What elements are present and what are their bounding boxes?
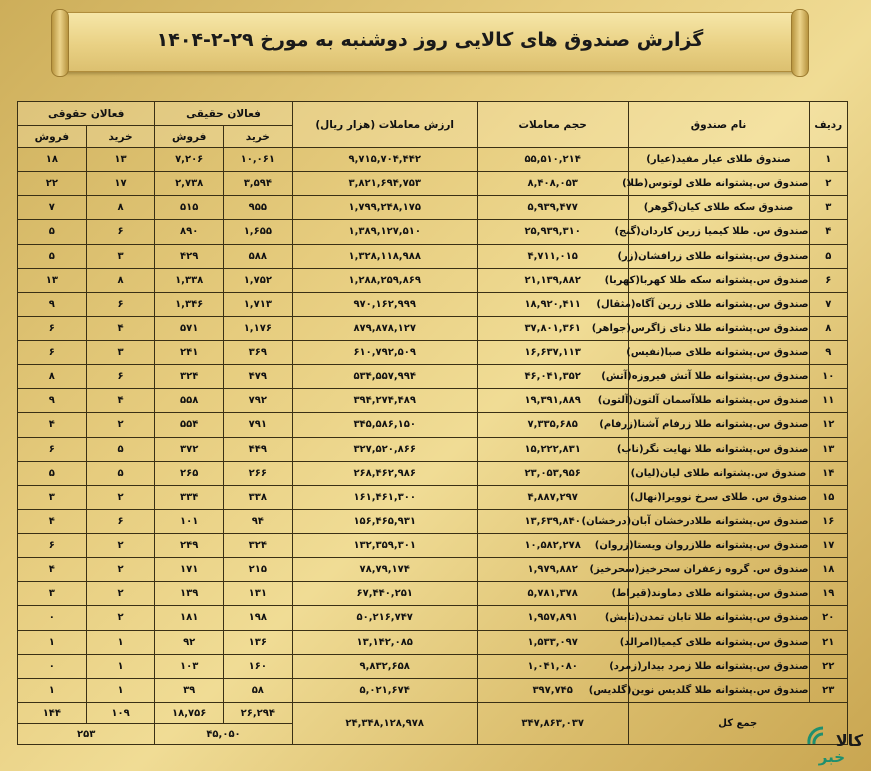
real-sell: ۵۷۱ [155,316,224,340]
real-buy: ۳,۵۹۴ [224,172,293,196]
real-buy: ۳۲۴ [224,534,293,558]
title-banner [62,12,798,72]
trade-volume: ۱,۹۷۹,۸۸۲ [477,558,628,582]
legal-buy: ۲ [86,485,155,509]
table-row [18,389,848,413]
legal-sell: ۳ [18,485,87,509]
trade-volume: ۲۳,۰۵۳,۹۵۶ [477,461,628,485]
row-number: ۱۶ [809,509,847,533]
legal-sell: ۶ [18,316,87,340]
real-buy: ۱۳۱ [224,582,293,606]
real-sell: ۱۳۹ [155,582,224,606]
table-row [18,292,848,316]
row-number: ۱۱ [809,389,847,413]
total-value: ۲۴,۳۴۸,۱۲۸,۹۷۸ [292,703,477,745]
legal-buy: ۶ [86,365,155,389]
row-number: ۱۸ [809,558,847,582]
real-sell: ۹۲ [155,630,224,654]
trade-volume: ۳۷,۸۰۱,۳۶۱ [477,316,628,340]
fund-name: صندوق س.پشتوانه طلا گلدیس نوین(گلدیس) [628,678,809,702]
real-buy: ۱۶۰ [224,654,293,678]
legal-sell: ۵ [18,244,87,268]
row-number: ۱۵ [809,485,847,509]
real-sell: ۵۵۸ [155,389,224,413]
fund-name: صندوق س.پشتوانه سکه طلا کهربا(کهربا) [628,268,809,292]
legal-buy: ۱ [86,654,155,678]
trade-value: ۳۲۷,۵۲۰,۸۶۶ [292,437,477,461]
real-sell: ۱۰۱ [155,509,224,533]
table-row [18,196,848,220]
trade-value: ۷۸,۷۹,۱۷۴ [292,558,477,582]
trade-volume: ۱۳,۶۳۹,۸۴۰ [477,509,628,533]
fund-name: صندوق س.پشتوانه طلای کیمیا(امرالد) [628,630,809,654]
row-number: ۱۹ [809,582,847,606]
legal-buy: ۴ [86,389,155,413]
table-row [18,461,848,485]
legal-buy: ۸ [86,196,155,220]
logo-text-top: کالا [835,731,863,750]
row-number: ۲۰ [809,606,847,630]
real-sell: ۸۹۰ [155,220,224,244]
real-sell: ۳۲۴ [155,365,224,389]
legal-sell: ۱ [18,678,87,702]
real-sell: ۷,۲۰۶ [155,148,224,172]
header-real-traders: فعالان حقیقی [155,102,292,126]
real-buy: ۷۹۲ [224,389,293,413]
table-row [18,437,848,461]
real-buy: ۵۸ [224,678,293,702]
real-sell: ۱,۳۴۶ [155,292,224,316]
legal-buy: ۸ [86,268,155,292]
trade-value: ۱,۳۸۹,۱۲۷,۵۱۰ [292,220,477,244]
trade-value: ۱,۲۸۸,۲۵۹,۸۶۹ [292,268,477,292]
trade-volume: ۱۶,۶۳۷,۱۱۳ [477,341,628,365]
trade-value: ۵۳۴,۵۵۷,۹۹۴ [292,365,477,389]
legal-buy: ۳ [86,244,155,268]
trade-volume: ۱۹,۳۹۱,۸۸۹ [477,389,628,413]
fund-name: صندوق س.پشتوانه طلای صبا(نفیس) [628,341,809,365]
legal-buy: ۶ [86,509,155,533]
real-buy: ۱,۷۱۳ [224,292,293,316]
row-number: ۴ [809,220,847,244]
trade-volume: ۱,۹۵۷,۸۹۱ [477,606,628,630]
fund-name: صندوق س.پشتوانه طلا تابان تمدن(تابش) [628,606,809,630]
real-sell: ۵۵۴ [155,413,224,437]
legal-buy: ۲ [86,534,155,558]
real-sell: ۱۷۱ [155,558,224,582]
real-buy: ۴۴۹ [224,437,293,461]
trade-volume: ۱۰,۵۸۲,۲۷۸ [477,534,628,558]
trade-value: ۱۳,۱۴۲,۰۸۵ [292,630,477,654]
total-volume: ۳۴۷,۸۶۳,۰۳۷ [477,703,628,745]
legal-sell: ۳ [18,582,87,606]
trade-volume: ۴,۷۱۱,۰۱۵ [477,244,628,268]
legal-buy: ۲ [86,582,155,606]
legal-sell: ۱۸ [18,148,87,172]
real-buy: ۳۳۸ [224,485,293,509]
legal-buy: ۱ [86,630,155,654]
legal-sell: ۶ [18,534,87,558]
total-legal-buy: ۱۰۹ [86,703,155,724]
real-buy: ۴۷۹ [224,365,293,389]
trade-volume: ۴,۸۸۷,۲۹۷ [477,485,628,509]
header-legal-buy: خرید [86,126,155,148]
total-label: جمع کل [628,703,847,745]
trade-value: ۳۴۵,۵۸۶,۱۵۰ [292,413,477,437]
legal-sell: ۷ [18,196,87,220]
trade-volume: ۵,۹۳۹,۴۷۷ [477,196,628,220]
fund-name: صندوق س. گروه زعفران سحرخیز(سحرخیز) [628,558,809,582]
legal-sell: ۰ [18,654,87,678]
legal-buy: ۲ [86,413,155,437]
legal-buy: ۴ [86,316,155,340]
fund-name: صندوق س.پشتوانه طلای زرین آگاه(مثقال) [628,292,809,316]
row-number: ۱۲ [809,413,847,437]
trade-value: ۱,۳۲۸,۱۱۸,۹۸۸ [292,244,477,268]
trade-value: ۲۶۸,۴۶۲,۹۸۶ [292,461,477,485]
trade-value: ۸۷۹,۸۷۸,۱۲۷ [292,316,477,340]
page-title: گزارش صندوق های کالایی روز دوشنبه به مورخ ۲۹-۲-۱۴۰۴ [156,29,704,51]
logo-icon [805,718,865,764]
trade-volume: ۳۹۷,۷۴۵ [477,678,628,702]
row-number: ۹ [809,341,847,365]
trade-value: ۵,۰۲۱,۶۷۴ [292,678,477,702]
fund-name: صندوق س.پشتوانه طلا زرفام آشنا(زرفام) [628,413,809,437]
row-number: ۷ [809,292,847,316]
legal-sell: ۸ [18,365,87,389]
legal-sell: ۴ [18,509,87,533]
fund-name: صندوق طلای عیار مفید(عیار) [628,148,809,172]
header-volume: حجم معاملات [477,102,628,148]
table-row [18,220,848,244]
real-sell: ۳۷۲ [155,437,224,461]
legal-sell: ۹ [18,389,87,413]
real-buy: ۹۵۵ [224,196,293,220]
row-number: ۲۲ [809,654,847,678]
legal-sell: ۰ [18,606,87,630]
total-real-buy: ۲۶,۲۹۴ [224,703,293,724]
legal-sell: ۲۲ [18,172,87,196]
real-buy: ۳۶۹ [224,341,293,365]
legal-buy: ۲ [86,558,155,582]
trade-volume: ۱,۵۳۳,۰۹۷ [477,630,628,654]
trade-value: ۹,۸۳۲,۶۵۸ [292,654,477,678]
table-row [18,172,848,196]
row-number: ۱۳ [809,437,847,461]
trade-value: ۶۷,۴۴۰,۲۵۱ [292,582,477,606]
funds-table [17,101,848,745]
real-sell: ۳۹ [155,678,224,702]
table-row [18,268,848,292]
fund-name: صندوق س.پشتوانه طلازروان ویستا(زروان) [628,534,809,558]
header-legal-sell: فروش [18,126,87,148]
legal-buy: ۲ [86,606,155,630]
legal-sell: ۴ [18,413,87,437]
real-buy: ۲۱۵ [224,558,293,582]
fund-name: صندوق س.پشتوانه طلا دنای زاگرس(جواهر) [628,316,809,340]
legal-sell: ۵ [18,461,87,485]
row-number: ۲۱ [809,630,847,654]
real-buy: ۱,۷۵۲ [224,268,293,292]
trade-value: ۳۹۴,۲۷۴,۴۸۹ [292,389,477,413]
fund-name: صندوق س.پشتوانه طلای زرافشان(زر) [628,244,809,268]
trade-volume: ۱۵,۲۲۲,۸۳۱ [477,437,628,461]
trade-volume: ۵۵,۵۱۰,۲۱۴ [477,148,628,172]
legal-buy: ۶ [86,292,155,316]
legal-buy: ۱۷ [86,172,155,196]
header-real-sell: فروش [155,126,224,148]
trade-volume: ۸,۴۰۸,۰۵۳ [477,172,628,196]
table-row [18,148,848,172]
legal-buy: ۳ [86,341,155,365]
real-buy: ۱۳۶ [224,630,293,654]
table-row [18,654,848,678]
trade-value: ۱۶۱,۴۶۱,۳۰۰ [292,485,477,509]
trade-value: ۳,۸۲۱,۶۹۴,۷۵۳ [292,172,477,196]
fund-name: صندوق س.پشتوانه طلا آتش فیروزه(آتش) [628,365,809,389]
trade-volume: ۲۱,۱۳۹,۸۸۲ [477,268,628,292]
trade-value: ۹,۷۱۵,۷۰۴,۴۴۲ [292,148,477,172]
trade-volume: ۱,۰۴۱,۰۸۰ [477,654,628,678]
fund-name: صندوق س.پشتوانه طلا نهایت نگر(ناب) [628,437,809,461]
real-buy: ۱۹۸ [224,606,293,630]
legal-buy: ۵ [86,437,155,461]
real-sell: ۲۴۹ [155,534,224,558]
real-sell: ۱۸۱ [155,606,224,630]
legal-sell: ۱۳ [18,268,87,292]
legal-sell: ۱ [18,630,87,654]
legal-buy: ۵ [86,461,155,485]
header-legal-traders: فعالان حقوقی [18,102,155,126]
trade-value: ۶۱۰,۷۹۲,۵۰۹ [292,341,477,365]
real-buy: ۱,۱۷۶ [224,316,293,340]
real-buy: ۷۹۱ [224,413,293,437]
table-row [18,244,848,268]
real-sell: ۱۰۳ [155,654,224,678]
legal-sell: ۵ [18,220,87,244]
real-buy: ۵۸۸ [224,244,293,268]
real-sell: ۳۳۴ [155,485,224,509]
row-number: ۱۴ [809,461,847,485]
table-row [18,509,848,533]
trade-value: ۹۷۰,۱۶۲,۹۹۹ [292,292,477,316]
legal-sell: ۶ [18,341,87,365]
legal-buy: ۶ [86,220,155,244]
row-number: ۶ [809,268,847,292]
legal-sell: ۴ [18,558,87,582]
table-row [18,413,848,437]
kala-khabar-logo [805,718,865,764]
row-number: ۱۷ [809,534,847,558]
table-row [18,365,848,389]
total-legal-sell: ۱۴۴ [18,703,87,724]
fund-name: صندوق س.پشتوانه طلاآسمان آلتون(آلتون) [628,389,809,413]
trade-volume: ۲۵,۹۳۹,۳۱۰ [477,220,628,244]
table-row [18,630,848,654]
fund-name: صندوق س. طلای سرخ نوویرا(نهال) [628,485,809,509]
real-buy: ۲۶۶ [224,461,293,485]
header-value: ارزش معاملات (هزار ریال) [292,102,477,148]
table-row [18,678,848,702]
real-sell: ۴۲۹ [155,244,224,268]
row-number: ۵ [809,244,847,268]
table-row [18,558,848,582]
row-number: ۱ [809,148,847,172]
table-row [18,316,848,340]
real-sell: ۲,۷۳۸ [155,172,224,196]
trade-value: ۵۰,۲۱۶,۷۴۷ [292,606,477,630]
trade-volume: ۵,۷۸۱,۳۷۸ [477,582,628,606]
real-sell: ۱,۳۳۸ [155,268,224,292]
real-buy: ۱۰,۰۶۱ [224,148,293,172]
fund-name: صندوق س. طلا کیمیا زرین کاردان(گنج) [628,220,809,244]
real-sell: ۲۶۵ [155,461,224,485]
trade-volume: ۷,۳۳۵,۶۸۵ [477,413,628,437]
table-row [18,606,848,630]
trade-value: ۱۳۲,۳۵۹,۳۰۱ [292,534,477,558]
fund-name: صندوق س.پشتوانه طلادرخشان آبان(درخشان) [628,509,809,533]
row-number: ۲ [809,172,847,196]
real-sell: ۵۱۵ [155,196,224,220]
table-row [18,485,848,509]
table-row [18,534,848,558]
table-row [18,582,848,606]
header-row-number: ردیف [809,102,847,148]
legal-buy: ۱ [86,678,155,702]
fund-name: صندوق س.پشتوانه طلا زمرد بیدار(زمرد) [628,654,809,678]
real-buy: ۱,۶۵۵ [224,220,293,244]
fund-name: صندوق س.پشتوانه طلای دماوند(قیراط) [628,582,809,606]
legal-sell: ۹ [18,292,87,316]
fund-name: صندوق س.پشتوانه طلای لیان(لیان) [628,461,809,485]
real-buy: ۹۴ [224,509,293,533]
header-fund-name: نام صندوق [628,102,809,148]
trade-value: ۱۵۶,۴۶۵,۹۳۱ [292,509,477,533]
fund-name: صندوق س.پشتوانه طلای لوتوس(طلا) [628,172,809,196]
real-sell: ۲۴۱ [155,341,224,365]
row-number: ۱۰ [809,365,847,389]
total-real-sell: ۱۸,۷۵۶ [155,703,224,724]
table-row [18,341,848,365]
table-body [18,148,848,703]
row-number: ۳ [809,196,847,220]
trade-value: ۱,۷۹۹,۲۴۸,۱۷۵ [292,196,477,220]
logo-text-bottom: خبر [818,748,845,766]
row-number: ۲۳ [809,678,847,702]
row-number: ۸ [809,316,847,340]
header-real-buy: خرید [224,126,293,148]
total-real-sum: ۴۵,۰۵۰ [155,724,292,745]
total-legal-sum: ۲۵۳ [18,724,155,745]
fund-name: صندوق سکه طلای کیان(گوهر) [628,196,809,220]
legal-sell: ۶ [18,437,87,461]
trade-volume: ۴۶,۰۴۱,۳۵۲ [477,365,628,389]
legal-buy: ۱۳ [86,148,155,172]
trade-volume: ۱۸,۹۲۰,۴۱۱ [477,292,628,316]
